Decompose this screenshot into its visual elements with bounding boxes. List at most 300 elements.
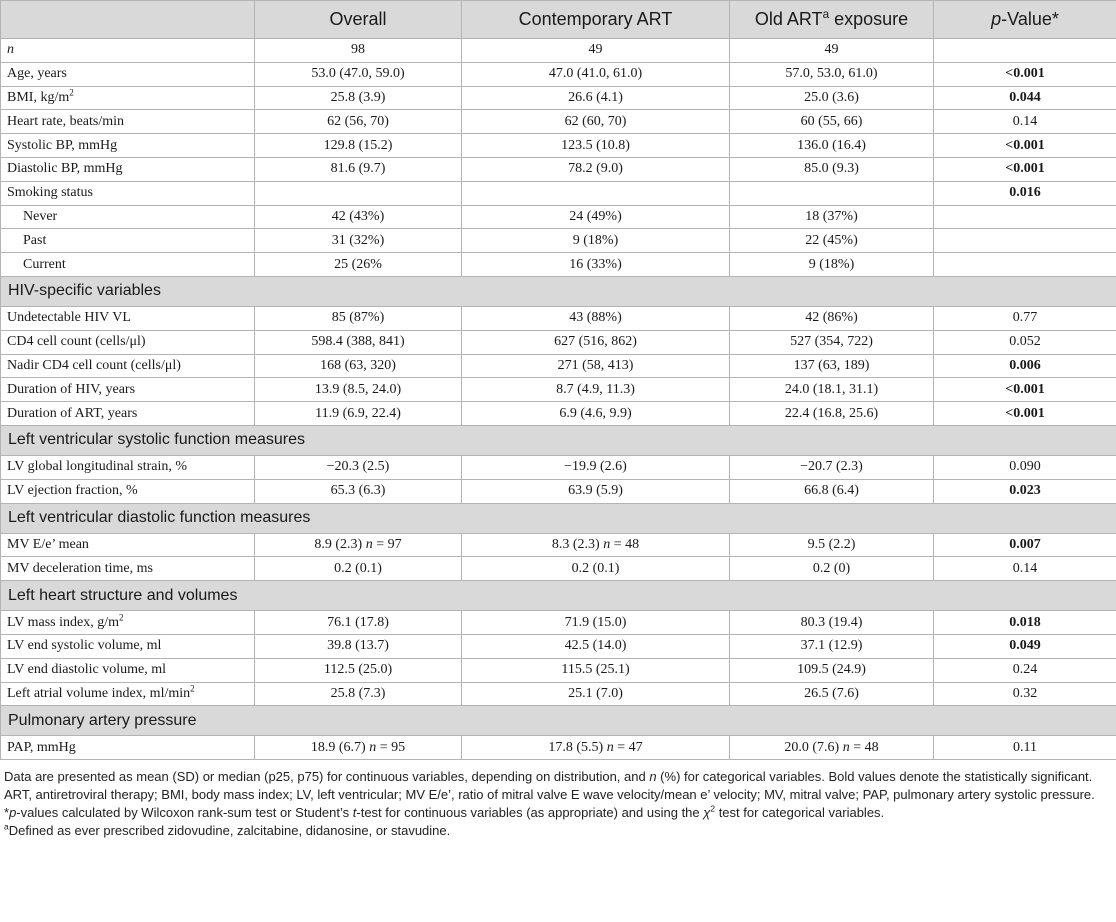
cell-value: <0.001 <box>1005 161 1045 177</box>
table-row <box>1 682 1116 706</box>
cell-overall <box>255 682 462 706</box>
cell-value: 598.4 (388, 841) <box>311 334 405 350</box>
row-label <box>1 682 255 706</box>
row-label-text: PAP, mmHg <box>7 739 76 755</box>
cell-overall <box>255 634 462 658</box>
row-label <box>1 134 255 158</box>
cell-value: 627 (516, 862) <box>554 334 637 350</box>
cell-contemporary-art <box>462 181 730 205</box>
footnote-3-sup: 2 <box>710 803 716 814</box>
section-title: Left ventricular diastolic function measures <box>1 503 1116 533</box>
cell-value: 78.2 (9.0) <box>568 161 623 177</box>
table-row <box>1 533 1116 557</box>
cell-value: 76.1 (17.8) <box>327 614 389 630</box>
cell-contemporary-art <box>462 86 730 110</box>
cell-contemporary-art <box>462 306 730 330</box>
cell-value: 22 (45%) <box>805 232 858 248</box>
cell-overall <box>255 134 462 158</box>
cell-p-value <box>934 62 1116 86</box>
cell-contemporary-art <box>462 658 730 682</box>
cell-value: 0.023 <box>1009 483 1041 499</box>
cell-value: 31 (32%) <box>331 232 385 248</box>
cell-value: −19.9 (2.6) <box>564 459 627 475</box>
cell-value: 25 (26% <box>334 256 382 272</box>
cell-value: 0.14 <box>1012 560 1038 576</box>
cell-overall <box>255 354 462 378</box>
cell-value: 49 <box>588 42 603 58</box>
cell-contemporary-art <box>462 157 730 181</box>
cell-p-value <box>934 658 1116 682</box>
row-label-text: Duration of HIV, years <box>7 381 136 397</box>
cell-p-value <box>934 330 1116 354</box>
cell-value: 0.049 <box>1009 638 1041 654</box>
cell-old-art <box>730 378 934 402</box>
cell-value: 18.9 (6.7) <box>310 739 370 755</box>
cell-value: 25.0 (3.6) <box>804 89 859 105</box>
row-label-text: MV E/e’ mean <box>7 536 89 552</box>
cell-value: 17.8 (5.5) <box>548 739 607 755</box>
cell-value: 123.5 (10.8) <box>561 137 630 153</box>
footnote-3c: test for categorical variables. <box>715 805 885 821</box>
cell-p-value <box>934 39 1116 63</box>
row-label <box>1 110 255 134</box>
table-header-row <box>1 1 1116 39</box>
cell-p-value <box>934 402 1116 426</box>
cell-value: 527 (354, 722) <box>790 334 873 350</box>
header-overall: Overall <box>255 1 462 39</box>
cell-value: 47.0 (41.0, 61.0) <box>548 66 643 82</box>
footnote-3a: -values calculated by Wilcoxon rank-sum test or Student’s <box>16 805 353 821</box>
cell-old-art <box>730 658 934 682</box>
cell-contemporary-art <box>462 455 730 479</box>
cell-overall <box>255 557 462 581</box>
cell-overall <box>255 533 462 557</box>
cell-old-art <box>730 181 934 205</box>
row-label-text: CD4 cell count (cells/μl) <box>7 334 146 350</box>
header-p-value <box>934 1 1116 39</box>
cell-overall <box>255 378 462 402</box>
cell-old-art <box>730 557 934 581</box>
cell-value: <0.001 <box>1005 405 1045 421</box>
cell-value: 0.2 (0) <box>812 560 851 576</box>
cell-p-value <box>934 634 1116 658</box>
table-row <box>1 330 1116 354</box>
cell-value: 0.052 <box>1009 334 1041 350</box>
cell-value: 0.14 <box>1012 113 1038 129</box>
cell-old-art <box>730 634 934 658</box>
cell-value: 25.1 (7.0) <box>568 685 623 701</box>
section-header-row <box>1 581 1116 611</box>
footnote-old-art-definition <box>4 822 1112 840</box>
cell-value: 24.0 (18.1, 31.1) <box>784 381 879 397</box>
cell-old-art <box>730 736 934 760</box>
cell-p-value <box>934 253 1116 277</box>
row-label-text: Current <box>23 256 66 272</box>
footnote-3-star: * <box>4 805 10 821</box>
row-label <box>1 181 255 205</box>
section-title: Pulmonary artery pressure <box>1 706 1116 736</box>
table-row <box>1 354 1116 378</box>
header-old-art-sup: a <box>822 8 830 21</box>
table-row <box>1 86 1116 110</box>
cell-value: 22.4 (16.8, 25.6) <box>784 405 879 421</box>
cell-n-italic: n <box>603 536 611 552</box>
cell-old-art <box>730 157 934 181</box>
table-row <box>1 39 1116 63</box>
cell-p-value <box>934 229 1116 253</box>
row-label <box>1 479 255 503</box>
table-row <box>1 378 1116 402</box>
cell-value: 112.5 (25.0) <box>323 662 393 678</box>
cell-value: 85 (87%) <box>331 310 385 326</box>
row-label-text: BMI, kg/m <box>7 89 70 105</box>
cell-contemporary-art <box>462 682 730 706</box>
cell-contemporary-art <box>462 205 730 229</box>
cell-old-art <box>730 611 934 635</box>
row-label <box>1 86 255 110</box>
cell-value: 168 (63, 320) <box>320 357 396 373</box>
cell-old-art <box>730 205 934 229</box>
cell-p-value <box>934 611 1116 635</box>
cell-p-value <box>934 455 1116 479</box>
table-row <box>1 611 1116 635</box>
header-p-rest: -Value* <box>1001 9 1059 29</box>
row-label-text: n <box>7 42 14 58</box>
row-label-text: Never <box>23 208 58 224</box>
row-label <box>1 557 255 581</box>
cell-value: 0.016 <box>1009 185 1041 201</box>
section-title: Left ventricular systolic function measures <box>1 425 1116 455</box>
table-row <box>1 134 1116 158</box>
cell-value: 0.018 <box>1009 614 1041 630</box>
footnote-1a: Data are presented as mean (SD) or median (p25, p75) for continuous variables, depending on distribution, and <box>4 769 650 785</box>
cell-n-italic: n <box>606 739 614 755</box>
cell-value: <0.001 <box>1005 381 1045 397</box>
cell-p-value <box>934 134 1116 158</box>
cell-value: 0.007 <box>1009 536 1041 552</box>
cell-contemporary-art <box>462 330 730 354</box>
cell-value: 57.0, 53.0, 61.0) <box>785 66 878 82</box>
cell-value: 13.9 (8.5, 24.0) <box>314 381 402 397</box>
table-row <box>1 634 1116 658</box>
header-exposure-text: exposure <box>829 9 909 29</box>
cell-old-art <box>730 39 934 63</box>
cell-n-value: = 48 <box>849 739 879 755</box>
cell-overall <box>255 736 462 760</box>
row-label-text: LV ejection fraction, % <box>7 483 138 499</box>
table-row <box>1 736 1116 760</box>
footnote-4-sup: a <box>4 821 9 832</box>
table-row <box>1 455 1116 479</box>
row-label <box>1 39 255 63</box>
cell-overall <box>255 611 462 635</box>
row-label <box>1 354 255 378</box>
footnote-4-text: Defined as ever prescribed zidovudine, zalcitabine, didanosine, or stavudine. <box>8 823 451 839</box>
table-row <box>1 181 1116 205</box>
table-row <box>1 62 1116 86</box>
row-label <box>1 330 255 354</box>
footnote-1-n: n <box>649 769 657 785</box>
row-label <box>1 205 255 229</box>
cell-n-italic: n <box>365 536 373 552</box>
cell-value: 0.32 <box>1012 685 1038 701</box>
cell-n-value: = 47 <box>613 739 643 755</box>
cell-value: 109.5 (24.9) <box>797 662 866 678</box>
footnote-3-p: p <box>9 805 17 821</box>
cell-contemporary-art <box>462 634 730 658</box>
section-header-row <box>1 425 1116 455</box>
cell-n-value: = 48 <box>610 536 640 552</box>
cell-value: 6.9 (4.6, 9.9) <box>559 405 632 421</box>
cell-contemporary-art <box>462 378 730 402</box>
cell-n-italic: n <box>842 739 850 755</box>
table-body <box>1 39 1116 760</box>
cell-value: 42 (43%) <box>331 208 385 224</box>
row-label <box>1 658 255 682</box>
cell-overall <box>255 253 462 277</box>
cell-value: 25.8 (3.9) <box>330 89 386 105</box>
cell-old-art <box>730 455 934 479</box>
cell-overall <box>255 658 462 682</box>
footnote-p-values <box>4 804 1112 822</box>
cell-value: 8.3 (2.3) <box>551 536 604 552</box>
section-header-row <box>1 276 1116 306</box>
cell-value: 129.8 (15.2) <box>323 137 393 153</box>
cell-contemporary-art <box>462 557 730 581</box>
footnote-3-chi: χ <box>703 805 711 821</box>
cell-old-art <box>730 306 934 330</box>
cell-value: 0.006 <box>1009 357 1041 373</box>
cell-value: 80.3 (19.4) <box>800 614 863 630</box>
cell-value: 39.8 (13.7) <box>327 638 389 654</box>
cell-p-value <box>934 557 1116 581</box>
cell-value: 0.2 (0.1) <box>334 560 382 576</box>
cell-value: 9 (18%) <box>572 232 619 248</box>
table-footnotes <box>0 760 1116 840</box>
row-label-text: Past <box>23 232 47 248</box>
cell-overall <box>255 205 462 229</box>
cell-value: 25.8 (7.3) <box>330 685 386 701</box>
cell-p-value <box>934 354 1116 378</box>
cell-value: 271 (58, 413) <box>557 357 634 373</box>
section-header-row <box>1 503 1116 533</box>
cell-contemporary-art <box>462 354 730 378</box>
cell-value: 49 <box>824 42 839 58</box>
row-label-sup: 2 <box>69 87 74 98</box>
cell-overall <box>255 330 462 354</box>
section-title: Left heart structure and volumes <box>1 581 1116 611</box>
cell-p-value <box>934 378 1116 402</box>
cell-p-value <box>934 306 1116 330</box>
cell-value: 136.0 (16.4) <box>797 137 866 153</box>
cell-value: −20.7 (2.3) <box>800 459 863 475</box>
row-label <box>1 253 255 277</box>
cell-p-value <box>934 110 1116 134</box>
cell-value: −20.3 (2.5) <box>326 459 390 475</box>
header-old-art-text: Old ART <box>754 9 823 29</box>
cell-value: 37.1 (12.9) <box>800 638 863 654</box>
cell-value: 98 <box>351 42 365 58</box>
row-label-text: Age, years <box>7 66 67 82</box>
table-row <box>1 157 1116 181</box>
cell-value: 62 (56, 70) <box>327 113 389 129</box>
cell-n-italic: n <box>369 739 377 755</box>
cell-value: 42.5 (14.0) <box>564 638 627 654</box>
cell-value: 0.77 <box>1012 310 1038 326</box>
cell-p-value <box>934 86 1116 110</box>
cell-old-art <box>730 533 934 557</box>
section-title: HIV-specific variables <box>1 276 1116 306</box>
cell-contemporary-art <box>462 533 730 557</box>
cell-overall <box>255 479 462 503</box>
row-label <box>1 378 255 402</box>
row-label-text: Duration of ART, years <box>7 405 138 421</box>
table-row <box>1 205 1116 229</box>
row-label <box>1 736 255 760</box>
header-old-art-exposure <box>730 1 934 39</box>
cell-value: 85.0 (9.3) <box>804 161 859 177</box>
row-label-sup: 2 <box>119 611 124 622</box>
cell-n-value: = 95 <box>376 739 406 755</box>
cell-old-art <box>730 86 934 110</box>
row-label-text: Left atrial volume index, ml/min <box>7 685 191 701</box>
cell-value: 63.9 (5.9) <box>568 483 623 499</box>
cell-value: 62 (60, 70) <box>564 113 627 129</box>
cell-value: 9.5 (2.2) <box>807 536 856 552</box>
table-row <box>1 306 1116 330</box>
cell-contemporary-art <box>462 62 730 86</box>
cell-value: 0.090 <box>1009 459 1041 475</box>
cell-contemporary-art <box>462 253 730 277</box>
cell-overall <box>255 86 462 110</box>
cell-value: 60 (55, 66) <box>800 113 863 129</box>
table-row <box>1 253 1116 277</box>
row-label <box>1 611 255 635</box>
cell-overall <box>255 229 462 253</box>
cell-p-value <box>934 205 1116 229</box>
cell-p-value <box>934 181 1116 205</box>
footnote-3b: -test for continuous variables (as appropriate) and using the <box>356 805 704 821</box>
cell-old-art <box>730 354 934 378</box>
cell-value: 137 (63, 189) <box>793 357 870 373</box>
row-label-text: LV end diastolic volume, ml <box>7 662 167 678</box>
cell-contemporary-art <box>462 134 730 158</box>
row-label-text: Undetectable HIV VL <box>7 310 131 326</box>
row-label <box>1 634 255 658</box>
table-row <box>1 479 1116 503</box>
header-p-italic: p <box>991 9 1002 29</box>
cell-p-value <box>934 533 1116 557</box>
cell-value: 66.8 (6.4) <box>804 483 859 499</box>
table-row <box>1 658 1116 682</box>
row-label-text: LV end systolic volume, ml <box>7 638 162 654</box>
row-label-text: MV deceleration time, ms <box>7 560 153 576</box>
cell-p-value <box>934 479 1116 503</box>
table-row <box>1 229 1116 253</box>
cell-contemporary-art <box>462 110 730 134</box>
row-label <box>1 455 255 479</box>
cell-value: <0.001 <box>1005 137 1045 153</box>
row-label <box>1 533 255 557</box>
cell-value: 71.9 (15.0) <box>564 614 627 630</box>
row-label-text: Heart rate, beats/min <box>7 113 125 129</box>
cell-value: 115.5 (25.1) <box>561 662 630 678</box>
row-label <box>1 157 255 181</box>
row-label <box>1 62 255 86</box>
row-label-text: LV mass index, g/m <box>7 614 120 630</box>
cell-value: 9 (18%) <box>808 256 855 272</box>
cell-value: 26.6 (4.1) <box>568 89 623 105</box>
footnote-abbreviations: ART, antiretroviral therapy; BMI, body mass index; LV, left ventricular; MV E/e’, ratio of mitral valve E wave velocity/mean e’ velocity; MV, mitral valve; PAP, pulmonary artery systolic pressure. <box>4 787 1095 803</box>
cell-value: 26.5 (7.6) <box>804 685 859 701</box>
cell-old-art <box>730 330 934 354</box>
cell-overall <box>255 306 462 330</box>
row-label-text: Nadir CD4 cell count (cells/μl) <box>7 357 181 373</box>
footnote-3-t: t <box>352 805 357 821</box>
cell-value: 0.11 <box>1013 739 1037 755</box>
footnote-1b: (%) for categorical variables. Bold values denote the statistically significant. <box>656 769 1093 785</box>
row-label <box>1 402 255 426</box>
cell-old-art <box>730 110 934 134</box>
cell-old-art <box>730 402 934 426</box>
row-label-sup: 2 <box>190 683 195 694</box>
cell-overall <box>255 39 462 63</box>
cell-value: 81.6 (9.7) <box>330 161 386 177</box>
cell-value: 53.0 (47.0, 59.0) <box>311 66 405 82</box>
cell-value: 8.9 (2.3) <box>314 536 366 552</box>
header-empty-cell <box>1 1 255 39</box>
cell-p-value <box>934 736 1116 760</box>
cell-value: 18 (37%) <box>805 208 858 224</box>
cell-overall <box>255 62 462 86</box>
cell-value: 43 (88%) <box>569 310 622 326</box>
cell-old-art <box>730 229 934 253</box>
cell-value: 65.3 (6.3) <box>330 483 386 499</box>
cell-old-art <box>730 479 934 503</box>
cell-p-value <box>934 157 1116 181</box>
cell-value: 24 (49%) <box>569 208 622 224</box>
cell-overall <box>255 402 462 426</box>
cell-contemporary-art <box>462 229 730 253</box>
cell-value: 11.9 (6.9, 22.4) <box>315 405 401 421</box>
cell-value: 20.0 (7.6) <box>784 739 843 755</box>
cell-old-art <box>730 253 934 277</box>
row-label <box>1 306 255 330</box>
cell-old-art <box>730 134 934 158</box>
section-header-row <box>1 706 1116 736</box>
cell-value: <0.001 <box>1005 66 1045 82</box>
cell-overall <box>255 157 462 181</box>
table-row <box>1 110 1116 134</box>
cell-contemporary-art <box>462 39 730 63</box>
cell-value: 8.7 (4.9, 11.3) <box>556 381 635 397</box>
cell-old-art <box>730 62 934 86</box>
table-row <box>1 557 1116 581</box>
row-label-text: LV global longitudinal strain, % <box>7 459 188 475</box>
cell-value: 16 (33%) <box>569 256 622 272</box>
cell-value: 0.24 <box>1012 662 1038 678</box>
cell-value: 42 (86%) <box>805 310 858 326</box>
row-label-text: Diastolic BP, mmHg <box>7 161 123 177</box>
cell-contemporary-art <box>462 402 730 426</box>
cell-overall <box>255 181 462 205</box>
row-label-text: Systolic BP, mmHg <box>7 137 118 153</box>
cell-contemporary-art <box>462 736 730 760</box>
header-contemporary-art: Contemporary ART <box>462 1 730 39</box>
footnote-data-presentation <box>4 768 1112 786</box>
cell-contemporary-art <box>462 479 730 503</box>
cell-value: 0.2 (0.1) <box>571 560 620 576</box>
